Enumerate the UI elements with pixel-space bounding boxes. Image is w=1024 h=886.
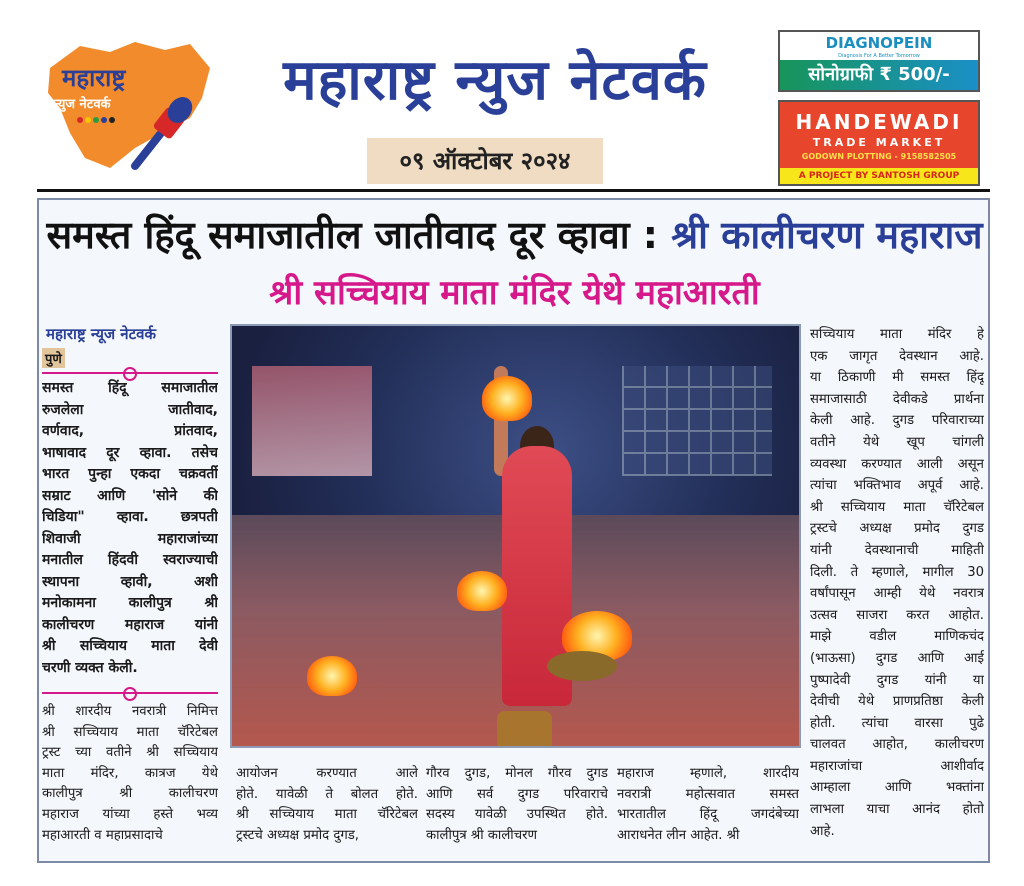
text-line: या ठिकाणी मी समस्त हिंदू <box>810 370 984 386</box>
body-column-3 <box>426 764 608 846</box>
section-divider <box>42 372 218 374</box>
text-line: सदस्य यावेळी उपस्थित होते. <box>426 807 608 823</box>
text-line: शिवाजी महाराजांच्या <box>42 530 218 547</box>
body-column-2 <box>236 764 418 846</box>
text-line: केली आहे. दुगड परिवाराच्या <box>810 413 984 429</box>
text-line: एक जागृत देवस्थान आहे. <box>810 348 984 364</box>
text-line: भारत पुन्हा एकदा चक्रवर्ती <box>42 466 218 482</box>
text-line: वर्णवाद, प्रांतवाद, <box>42 423 218 439</box>
publication-date: ०९ ऑक्टोबर २०२४ <box>367 138 603 184</box>
ad-handewadi[interactable] <box>778 100 980 186</box>
text-line: श्री सच्चियाय माता देवी <box>42 638 218 654</box>
ad-footer: A PROJECT BY SANTOSH GROUP <box>780 168 978 184</box>
headline-main: समस्त हिंदू समाजातील जातीवाद दूर व्हावा : <box>46 213 672 257</box>
text-line: श्री शारदीय नवरात्री निमित्त <box>42 704 218 719</box>
text-line: पुष्पादेवी दुगड यांनी या <box>810 672 984 688</box>
maharashtra-map-icon <box>40 38 220 173</box>
svg-text:महाराष्ट्र: महाराष्ट्र <box>62 64 126 92</box>
ad-subtitle: TRADE MARKET <box>812 136 946 149</box>
text-line: ट्रस्टचे अध्यक्ष प्रमोद दुगड, <box>236 827 359 843</box>
text-line: आम्हाला आणि भक्तांना <box>810 780 984 796</box>
text-line: मनातील हिंदवी स्वराज्याची <box>42 552 218 568</box>
text-line: रुजलेला जातीवाद, <box>42 401 218 418</box>
text-line: लाभला याचा आनंद होतो <box>810 802 984 818</box>
text-line: होती. त्यांचा वारसा पुढे <box>810 715 984 731</box>
body-column-4 <box>617 764 799 846</box>
ad-contact: GODOWN PLOTTING - 9158582505 <box>801 152 957 161</box>
section-divider <box>42 692 218 694</box>
text-line: कालीपुत्र श्री कालीचरण <box>42 786 218 802</box>
text-line: वतीने येथे खूप चांगली <box>810 434 984 450</box>
text-line: गौरव दुगड, मोनल गौरव दुगड <box>426 766 608 781</box>
masthead-logo <box>40 38 220 173</box>
ad-title: HANDEWADI <box>795 110 963 134</box>
text-line: महाराज म्हणाले, शारदीय <box>617 766 799 781</box>
text-line: माता मंदिर, कात्रज येथे <box>42 765 218 781</box>
intro-column <box>42 378 218 679</box>
text-line: चिडिया" व्हावा. छत्रपती <box>42 509 218 525</box>
ad-brand: DIAGNOPEIN <box>825 34 933 52</box>
ad-offer: सोनोग्राफी ₹ 500/- <box>780 60 978 90</box>
svg-text:न्युज नेटवर्क: न्युज नेटवर्क <box>54 97 111 112</box>
dateline-place: पुणे <box>42 348 65 368</box>
text-line: नवरात्री महोत्सवात समस्त <box>617 786 799 802</box>
text-line: समस्त हिंदू समाजातील <box>42 380 218 396</box>
article-photo <box>230 324 801 748</box>
text-line: भारतातील हिंदू जगदंबेच्या <box>617 807 799 823</box>
text-line: त्यांचा भक्तिभाव अपूर्व आहे. <box>810 478 984 494</box>
text-line: आणि सर्व दुगड परिवाराचे <box>426 786 608 802</box>
text-line: उत्सव साजरा करत आहोत. <box>810 607 984 623</box>
text-line: व्यवस्था करण्यात आली असून <box>810 456 984 472</box>
text-line: महाआरती व महाप्रसादाचे <box>42 827 163 843</box>
masthead-divider <box>37 189 990 192</box>
text-line: भाषावाद दूर व्हावा. तसेच <box>42 444 218 461</box>
text-line: होते. यावेळी ते बोलत होते. <box>236 786 418 802</box>
text-line: कालीचरण महाराज यांनी <box>42 616 218 633</box>
text-line: माझे वडील माणिकचंद <box>810 629 984 645</box>
text-line: महाराजांचा आशीर्वाद <box>810 758 984 774</box>
text-line: दिली. ते म्हणाले, मागील 30 <box>810 564 984 580</box>
text-line: चालवत आहोत, कालीचरण <box>810 737 984 753</box>
text-line: सच्चियाय माता मंदिर हे <box>810 327 984 342</box>
text-line: श्री सच्चियाय माता चॅरिटेबल <box>42 724 218 740</box>
body-column-5 <box>810 324 984 842</box>
text-line: श्री सच्चियाय माता चॅरिटेबल <box>236 807 418 823</box>
masthead-title: महाराष्ट्र न्युज नेटवर्क <box>283 48 707 113</box>
text-line: आहे. <box>810 823 835 839</box>
article-headline <box>42 208 987 260</box>
text-line: महाराज यांच्या हस्ते भव्य <box>42 806 218 822</box>
text-line: वर्षांपासून आम्ही येथे नवरात्र <box>810 586 984 602</box>
text-line: चरणी व्यक्त केली. <box>42 659 138 676</box>
text-line: आयोजन करण्यात आले <box>236 766 418 781</box>
body-column-1 <box>42 702 218 846</box>
text-line: देवीची येथे प्राणप्रतिष्ठा केली <box>810 694 984 710</box>
text-line: ट्रस्ट च्या वतीने श्री सच्चियाय <box>42 745 218 761</box>
text-line: (भाऊसा) दुगड आणि आई <box>810 650 984 666</box>
text-line: समाजासाठी देवीकडे प्रार्थना <box>810 391 984 407</box>
text-line: यांनी देवस्थानाची माहिती <box>810 542 984 558</box>
text-line: ट्रस्टचे अध्यक्ष प्रमोद दुगड <box>810 521 984 537</box>
text-line: आराधनेत लीन आहेत. श्री <box>617 827 740 843</box>
text-line: सम्राट आणि 'सोने की <box>42 487 218 504</box>
text-line: श्री सच्चियाय माता चॅरिटेबल <box>810 499 984 515</box>
headline-accent: श्री कालीचरण महाराज <box>671 213 983 257</box>
text-line: स्थापना व्हावी, अशी <box>42 573 218 590</box>
ad-diagnopein[interactable] <box>778 30 980 92</box>
article-subhead: श्री सच्चियाय माता मंदिर येथे महाआरती <box>269 273 760 313</box>
byline: महाराष्ट्र न्यूज नेटवर्क <box>46 325 157 343</box>
text-line: कालीपुत्र श्री कालीचरण <box>426 827 538 843</box>
text-line: मनोकामना कालीपुत्र श्री <box>42 595 218 611</box>
ad-tagline: Diagnosis For A Better Tomorrow <box>838 53 920 59</box>
